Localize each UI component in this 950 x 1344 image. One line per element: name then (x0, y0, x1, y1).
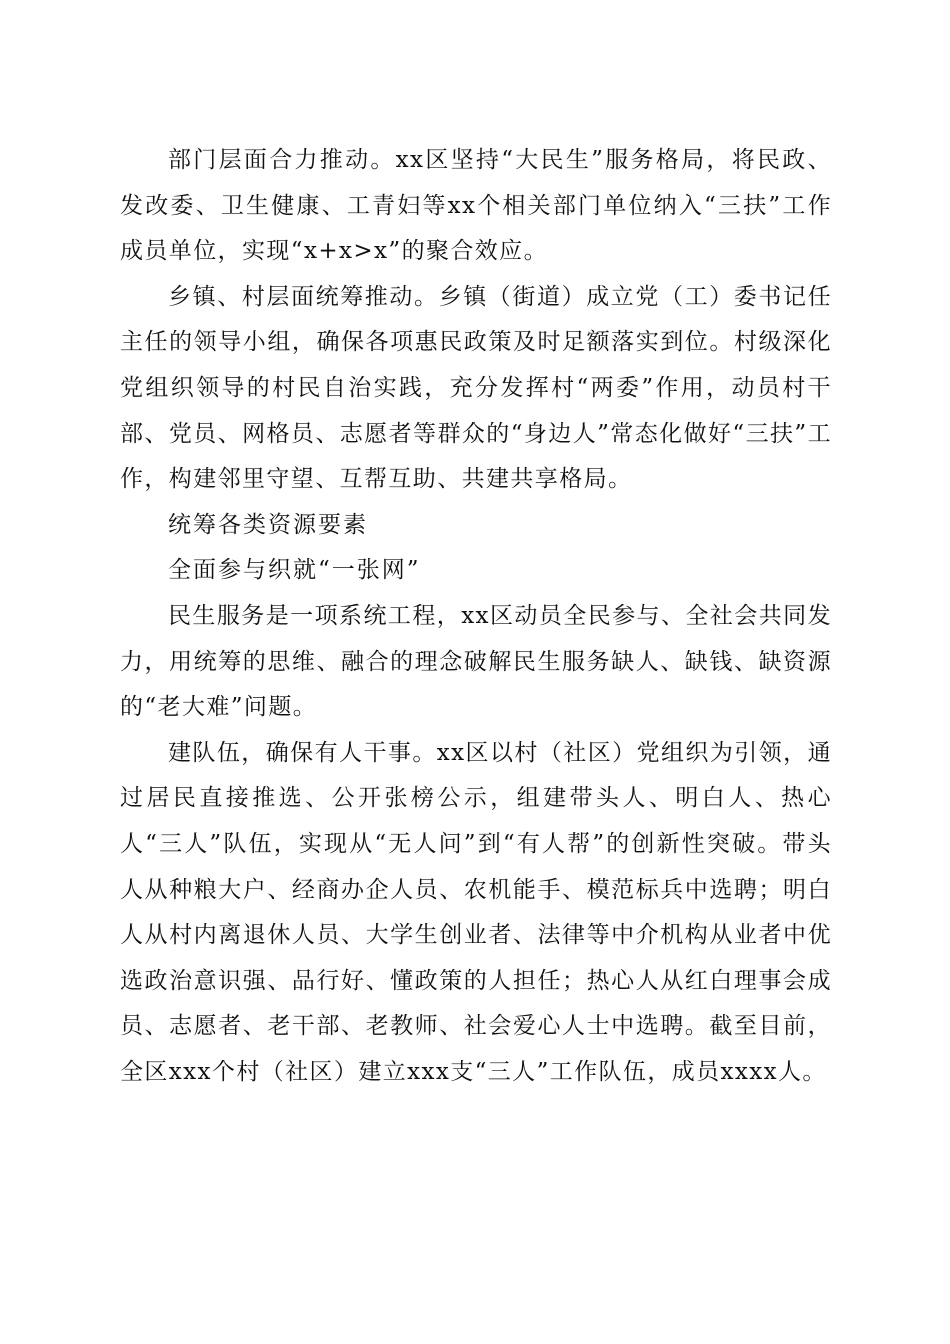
paragraph-department-level: 部门层面合力推动。xx区坚持“大民生”服务格局，将民政、发改委、卫生健康、工青妇等xx个相关部门单位纳入“三扶”工作成员单位，实现“x+x>x”的聚合效应。 (120, 147, 832, 265)
paragraph-build-team: 建队伍，确保有人干事。xx区以村（社区）党组织为引领，通过居民直接推选、公开张榜公示，组建带头人、明白人、热心人“三人”队伍，实现从“无人问”到“有人帮”的创新性突破。带头人从种粮大户、经商办企人员、农机能手、模范标兵中选聘；明白人从村内离退休人员、大学生创业者、法律等中介机构从业者中优选政治意识强、品行好、懂政策的人担任；热心人从红白理事会成员、志愿者、老干部、老教师、社会爱心人士中选聘。截至目前，全区xxx个村（社区）建立xxx支“三人”工作队伍，成员xxxx人。 (120, 739, 832, 1085)
section-heading-network: 全面参与织就“一张网” (168, 557, 421, 584)
paragraph-township-village-level: 乡镇、村层面统筹推动。乡镇（街道）成立党（工）委书记任主任的领导小组，确保各项惠民政策及时足额落实到位。村级深化党组织领导的村民自治实践，充分发挥村“两委”作用，动员村干部、党员、网格员、志愿者等群众的“身边人”常态化做好“三扶”工作，构建邻里守望、互帮互助、共建共享格局。 (120, 283, 832, 493)
section-heading-resources: 统筹各类资源要素 (168, 511, 368, 538)
paragraph-livelihood-service: 民生服务是一项系统工程，xx区动员全民参与、全社会共同发力，用统筹的思维、融合的理念破解民生服务缺人、缺钱、缺资源的“老大难”问题。 (120, 602, 832, 721)
document-body (120, 138, 832, 1095)
